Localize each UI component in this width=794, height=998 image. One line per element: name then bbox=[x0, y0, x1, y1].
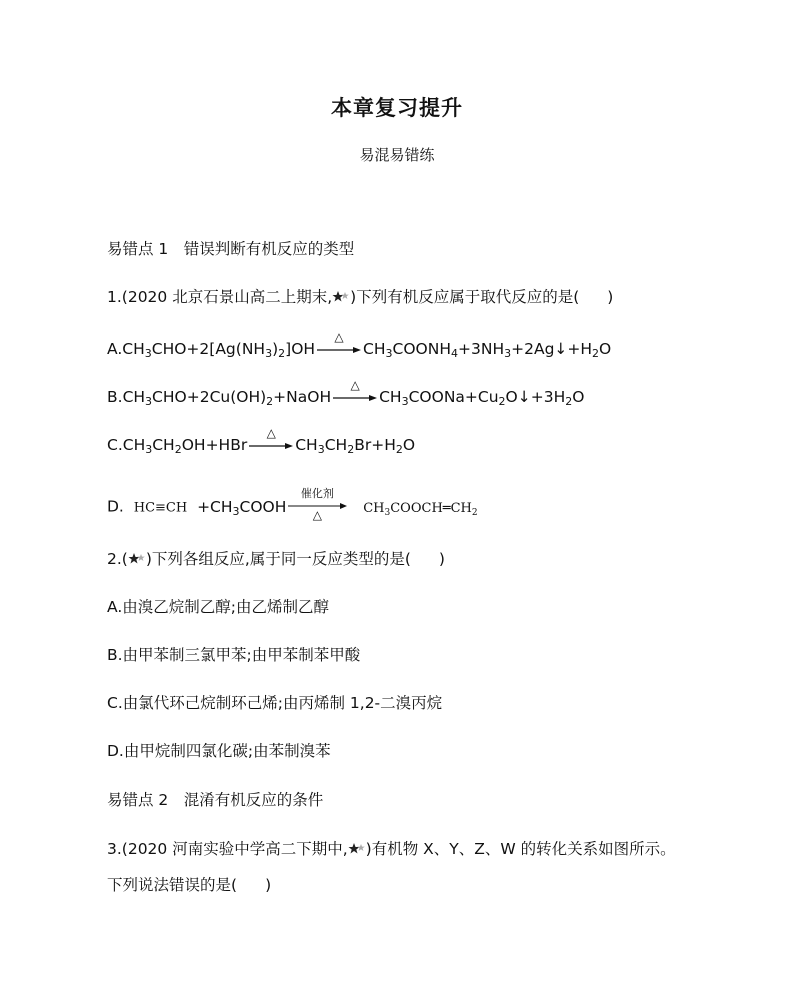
q1-stem-end: ) bbox=[607, 288, 614, 306]
q2-option-b: B.由甲苯制三氯甲苯;由甲苯制苯甲酸 bbox=[107, 646, 361, 664]
heat-arrow-icon bbox=[331, 377, 379, 409]
reaction-rhs: $CH_3CH_2Br+H_2O$ bbox=[295, 436, 416, 456]
heat-arrow-icon bbox=[315, 329, 363, 361]
option-label: D. bbox=[107, 497, 124, 516]
heat-arrow-icon bbox=[247, 425, 295, 457]
q1-option-d bbox=[107, 487, 478, 524]
q2-option-d: D.由甲烷制四氯化碳;由苯制溴苯 bbox=[107, 742, 331, 760]
page-title: 本章复习提升 bbox=[331, 96, 463, 120]
heat-symbol: △ bbox=[350, 377, 360, 392]
catalyst-label: 催化剂 bbox=[300, 487, 334, 500]
q1-option-a bbox=[107, 329, 612, 361]
reaction-lhs: $CH_3CHO+2Cu(OH)_2+NaOH$ bbox=[122, 388, 332, 408]
q3-stem-prefix: 3.(2020 河南实验中学高二下期中, bbox=[107, 840, 348, 858]
question-3-stem bbox=[107, 838, 676, 860]
question-3-stem-line2 bbox=[107, 874, 271, 896]
q2-option-c: C.由氯代环己烷制环己烯;由丙烯制 1,2-二溴丙烷 bbox=[107, 694, 443, 712]
q3-line2: 下列说法错误的是( bbox=[107, 876, 238, 894]
option-label: B. bbox=[107, 388, 123, 406]
difficulty-star-icon bbox=[332, 290, 350, 303]
q2-stem-suffix: )下列各组反应,属于同一反应类型的是( bbox=[145, 550, 411, 568]
difficulty-star-icon bbox=[348, 842, 366, 855]
reactant-acetylene: HC≡CH bbox=[133, 500, 188, 516]
difficulty-star-icon bbox=[128, 552, 146, 565]
section-heading-1: 易错点 1 错误判断有机反应的类型 bbox=[107, 240, 355, 258]
reaction-lhs: $CH_3CHO+2[Ag(NH_3)_2]OH$ bbox=[122, 340, 316, 360]
option-label: A. bbox=[107, 340, 123, 358]
option-label: C. bbox=[107, 436, 123, 454]
q1-option-b bbox=[107, 377, 585, 409]
q1-stem-prefix: 1.(2020 北京石景山高二上期末, bbox=[107, 288, 333, 306]
page-subtitle: 易混易错练 bbox=[359, 146, 435, 164]
q1-stem-suffix: )下列有机反应属于取代反应的是( bbox=[350, 288, 580, 306]
question-1-stem bbox=[107, 286, 613, 308]
q2-stem-prefix: 2.( bbox=[107, 550, 128, 568]
catalyst-arrow-icon bbox=[286, 487, 348, 524]
q1-option-c bbox=[107, 425, 416, 457]
heat-symbol: △ bbox=[334, 329, 344, 344]
reaction-rhs: $CH_3COONa+Cu_2O↓+3H_2O$ bbox=[379, 388, 585, 408]
reactant-acetic-acid: $+CH_3COOH$ bbox=[197, 497, 287, 518]
question-2-stem bbox=[107, 548, 445, 570]
product-vinyl-acetate: $CH_3COOCH═CH_2$ bbox=[363, 500, 478, 518]
heat-symbol: △ bbox=[266, 425, 276, 440]
q2-stem-end: ) bbox=[438, 550, 445, 568]
q3-line2-end: ) bbox=[265, 876, 272, 894]
reaction-rhs: $CH_3COONH_4+3NH_3+2Ag↓+H_2O$ bbox=[363, 340, 612, 360]
q2-option-a: A.由溴乙烷制乙醇;由乙烯制乙醇 bbox=[107, 598, 329, 616]
q3-stem-suffix: )有机物 X、Y、Z、W 的转化关系如图所示。 bbox=[365, 840, 676, 858]
heat-symbol: △ bbox=[312, 508, 323, 522]
section-heading-2: 易错点 2 混淆有机反应的条件 bbox=[107, 791, 324, 809]
reaction-lhs: $CH_3CH_2OH+HBr$ bbox=[122, 436, 248, 456]
